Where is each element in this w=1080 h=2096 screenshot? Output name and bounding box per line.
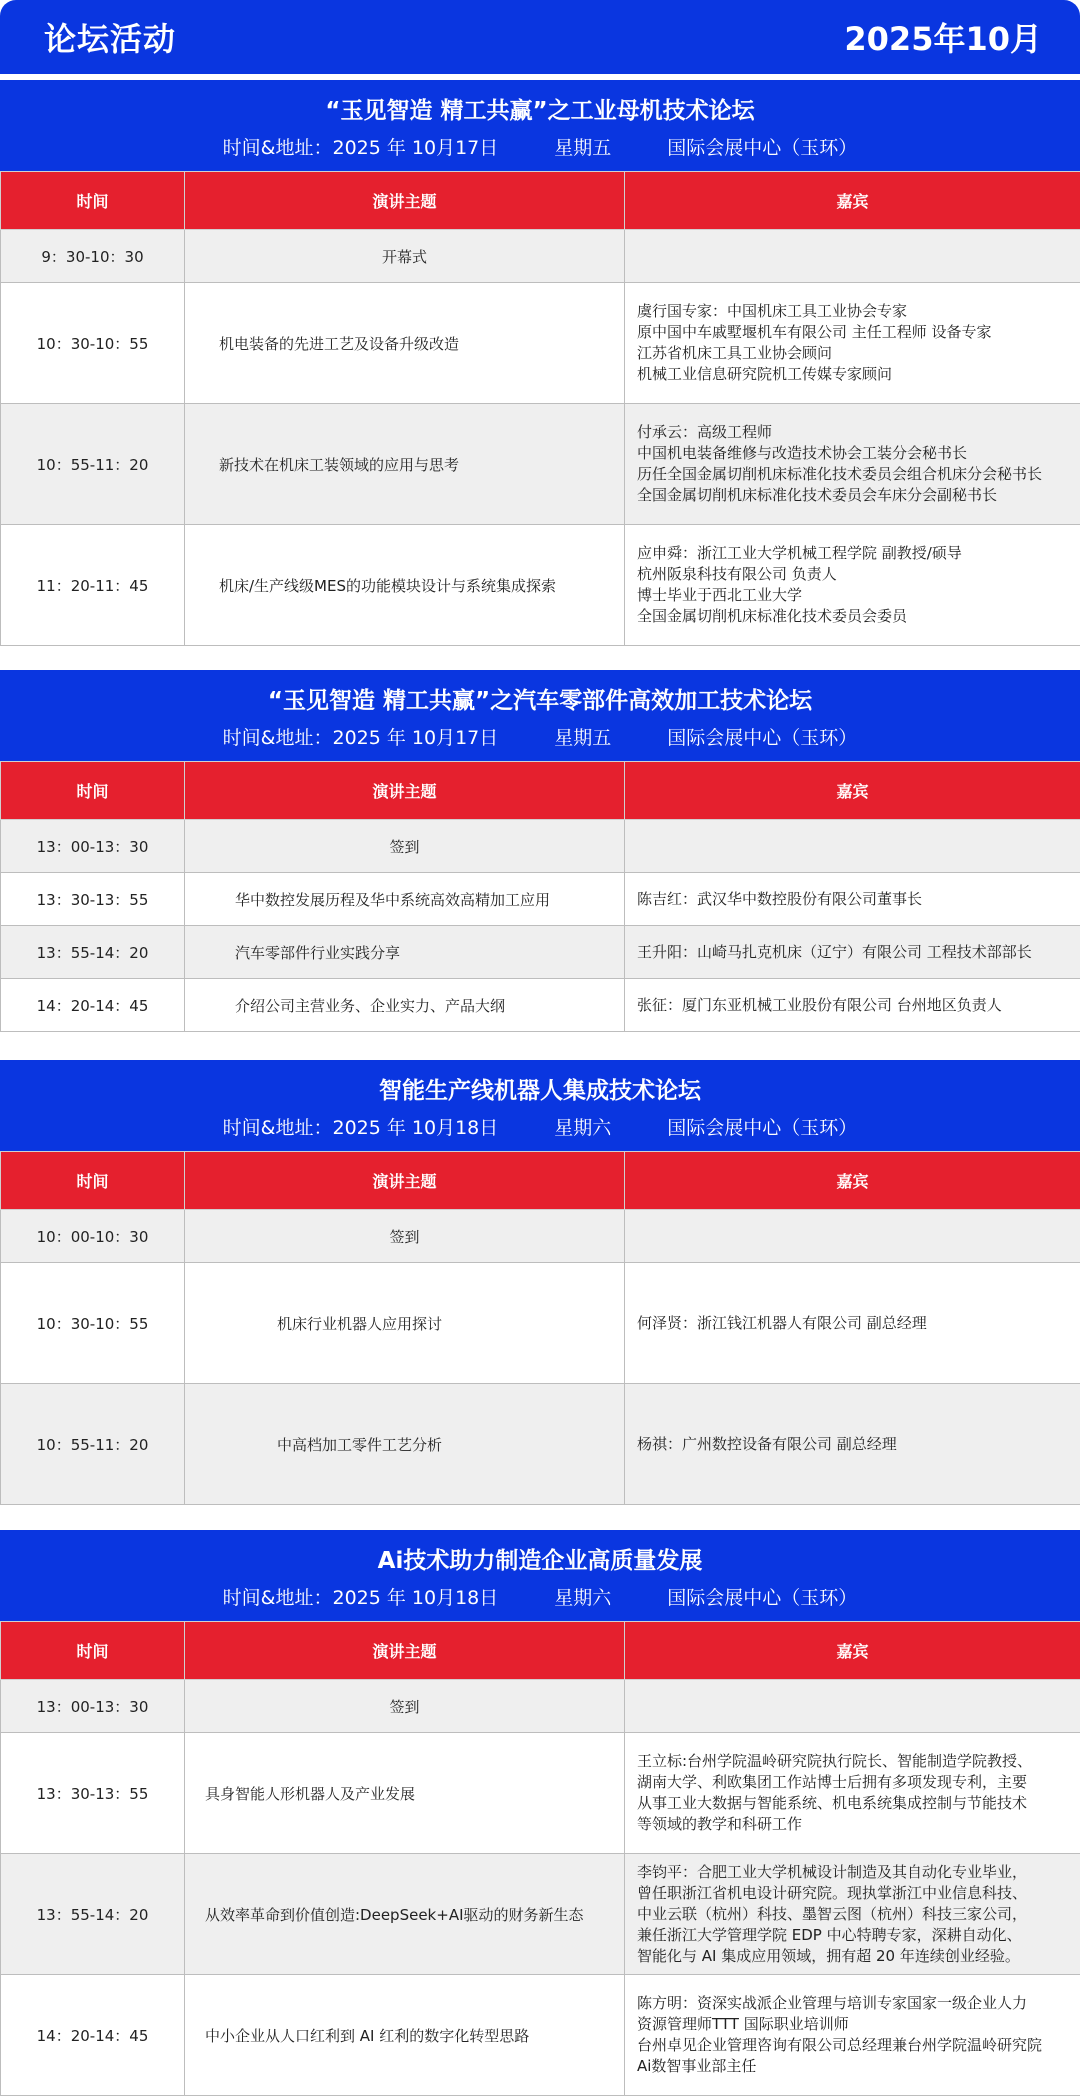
- table-row: [1, 926, 1080, 979]
- guest-line: 台州卓见企业管理咨询有限公司总经理兼台州学院温岭研究院: [637, 2035, 1080, 2056]
- guest-line: 兼任浙江大学管理学院 EDP 中心特聘专家，深耕自动化、: [637, 1925, 1080, 1946]
- table-row: [1, 820, 1080, 873]
- forum-date: 时间&地址：2025 年 10月17日: [223, 133, 499, 160]
- session-topic: 介绍公司主营业务、企业实力、产品大纲: [185, 979, 625, 1032]
- guest-line: 湖南大学、利欧集团工作站博士后拥有多项发现专利，主要: [637, 1772, 1080, 1793]
- column-header-guest: 嘉宾: [625, 1152, 1080, 1210]
- session-time: 9：30-10：30: [1, 230, 185, 283]
- session-topic: 机床/生产线级MES的功能模块设计与系统集成探索: [185, 525, 625, 646]
- column-header-time: 时间: [1, 1622, 185, 1680]
- session-guest: [625, 404, 1080, 525]
- forum-header: [0, 670, 1080, 761]
- guest-line: 虞行国专家：中国机床工具工业协会专家: [637, 301, 1080, 322]
- session-time: 10：30-10：55: [1, 283, 185, 404]
- session-topic: 具身智能人形机器人及产业发展: [185, 1733, 625, 1854]
- guest-line: 全国金属切削机床标准化技术委员会委员: [637, 606, 1080, 627]
- table-row: [1, 283, 1080, 404]
- forum-section: [0, 80, 1080, 646]
- column-header-guest: 嘉宾: [625, 1622, 1080, 1680]
- session-guest: [625, 820, 1080, 873]
- guest-line: 曾任职浙江省机电设计研究院。现执掌浙江中业信息科技、: [637, 1883, 1080, 1904]
- column-header-time: 时间: [1, 762, 185, 820]
- column-header-topic: 演讲主题: [185, 1152, 625, 1210]
- guest-line: 智能化与 AI 集成应用领域，拥有超 20 年连续创业经验。: [637, 1946, 1080, 1967]
- forum-venue: 国际会展中心（玉环）: [667, 133, 857, 160]
- session-guest: [625, 1384, 1080, 1505]
- guest-line: 陈方明：资深实战派企业管理与培训专家国家一级企业人力: [637, 1993, 1080, 2014]
- session-time: 13：30-13：55: [1, 1733, 185, 1854]
- session-time: 10：30-10：55: [1, 1263, 185, 1384]
- session-time: 10：00-10：30: [1, 1210, 185, 1263]
- column-header-topic: 演讲主题: [185, 1622, 625, 1680]
- session-guest: [625, 1854, 1080, 1975]
- forum-weekday: 星期五: [554, 133, 611, 160]
- forum-date: 时间&地址：2025 年 10月18日: [223, 1583, 499, 1610]
- table-row: [1, 230, 1080, 283]
- session-guest: [625, 1733, 1080, 1854]
- schedule-table: [0, 171, 1080, 646]
- guest-line: 杭州阪泉科技有限公司 负责人: [637, 564, 1080, 585]
- guest-line: 陈吉红：武汉华中数控股份有限公司董事长: [637, 889, 1080, 910]
- schedule-table: [0, 761, 1080, 1032]
- table-row: [1, 1210, 1080, 1263]
- table-row: [1, 873, 1080, 926]
- session-time: 10：55-11：20: [1, 404, 185, 525]
- guest-line: 张征：厦门东亚机械工业股份有限公司 台州地区负责人: [637, 995, 1080, 1016]
- session-time: 13：55-14：20: [1, 1854, 185, 1975]
- session-time: 14：20-14：45: [1, 1975, 185, 2096]
- session-time: 13：30-13：55: [1, 873, 185, 926]
- session-guest: [625, 230, 1080, 283]
- column-header-time: 时间: [1, 1152, 185, 1210]
- session-topic: 签到: [185, 1680, 625, 1733]
- schedule-table: [0, 1151, 1080, 1505]
- session-topic: 机电装备的先进工艺及设备升级改造: [185, 283, 625, 404]
- session-guest: [625, 979, 1080, 1032]
- guest-line: 应申舜：浙江工业大学机械工程学院 副教授/硕导: [637, 543, 1080, 564]
- guest-line: 王升阳：山崎马扎克机床（辽宁）有限公司 工程技术部部长: [637, 942, 1080, 963]
- forum-venue: 国际会展中心（玉环）: [667, 723, 857, 750]
- table-row: [1, 404, 1080, 525]
- guest-line: 杨祺：广州数控设备有限公司 副总经理: [637, 1434, 1080, 1455]
- forum-info: [0, 723, 1080, 750]
- guest-line: 李钧平：合肥工业大学机械设计制造及其自动化专业毕业，: [637, 1862, 1080, 1883]
- session-topic: 中高档加工零件工艺分析: [185, 1384, 625, 1505]
- session-topic: 机床行业机器人应用探讨: [185, 1263, 625, 1384]
- forum-title: “玉见智造 精工共赢”之汽车零部件高效加工技术论坛: [0, 682, 1080, 715]
- session-time: 13：55-14：20: [1, 926, 185, 979]
- forum-header: [0, 1060, 1080, 1151]
- session-guest: [625, 283, 1080, 404]
- session-guest: [625, 1680, 1080, 1733]
- table-row: [1, 1733, 1080, 1854]
- guest-line: 中业云联（杭州）科技、墨智云图（杭州）科技三家公司，: [637, 1904, 1080, 1925]
- forum-info: [0, 1113, 1080, 1140]
- guest-line: 机械工业信息研究院机工传媒专家顾问: [637, 364, 1080, 385]
- table-row: [1, 1384, 1080, 1505]
- forum-weekday: 星期六: [554, 1113, 611, 1140]
- session-topic: 开幕式: [185, 230, 625, 283]
- session-topic: 中小企业从人口红利到 AI 红利的数字化转型思路: [185, 1975, 625, 2096]
- forum-info: [0, 1583, 1080, 1610]
- guest-line: 王立标:台州学院温岭研究院执行院长、智能制造学院教授、: [637, 1751, 1080, 1772]
- guest-line: 何泽贤：浙江钱江机器人有限公司 副总经理: [637, 1313, 1080, 1334]
- guest-line: 资源管理师TTT 国际职业培训师: [637, 2014, 1080, 2035]
- guest-line: 中国机电装备维修与改造技术协会工装分会秘书长: [637, 443, 1080, 464]
- table-row: [1, 1263, 1080, 1384]
- table-row: [1, 979, 1080, 1032]
- forum-header: [0, 80, 1080, 171]
- forum-header: [0, 1530, 1080, 1621]
- forum-title: Ai技术助力制造企业高质量发展: [0, 1542, 1080, 1575]
- column-header-guest: 嘉宾: [625, 172, 1080, 230]
- forum-weekday: 星期六: [554, 1583, 611, 1610]
- guest-line: 等领域的教学和科研工作: [637, 1814, 1080, 1835]
- forum-title: “玉见智造 精工共赢”之工业母机技术论坛: [0, 92, 1080, 125]
- guest-line: 历任全国金属切削机床标准化技术委员会组合机床分会秘书长: [637, 464, 1080, 485]
- forum-date: 时间&地址：2025 年 10月18日: [223, 1113, 499, 1140]
- forum-section: [0, 1530, 1080, 2096]
- session-time: 14：20-14：45: [1, 979, 185, 1032]
- session-topic: 从效率革命到价值创造:DeepSeek+AI驱动的财务新生态: [185, 1854, 625, 1975]
- top-banner: [0, 0, 1080, 74]
- guest-line: 江苏省机床工具工业协会顾问: [637, 343, 1080, 364]
- forum-section: [0, 1060, 1080, 1505]
- guest-line: 原中国中车戚墅堰机车有限公司 主任工程师 设备专家: [637, 322, 1080, 343]
- session-topic: 签到: [185, 1210, 625, 1263]
- session-guest: [625, 1210, 1080, 1263]
- session-topic: 新技术在机床工装领域的应用与思考: [185, 404, 625, 525]
- session-topic: 华中数控发展历程及华中系统高效高精加工应用: [185, 873, 625, 926]
- forum-title: 智能生产线机器人集成技术论坛: [0, 1072, 1080, 1105]
- banner-title: 论坛活动: [44, 14, 176, 60]
- session-guest: [625, 873, 1080, 926]
- session-guest: [625, 1263, 1080, 1384]
- session-topic: 汽车零部件行业实践分享: [185, 926, 625, 979]
- table-row: [1, 1854, 1080, 1975]
- table-row: [1, 1680, 1080, 1733]
- guest-line: 从事工业大数据与智能系统、机电系统集成控制与节能技术: [637, 1793, 1080, 1814]
- session-time: 10：55-11：20: [1, 1384, 185, 1505]
- guest-line: 全国金属切削机床标准化技术委员会车床分会副秘书长: [637, 485, 1080, 506]
- column-header-topic: 演讲主题: [185, 762, 625, 820]
- session-guest: [625, 926, 1080, 979]
- forum-date: 时间&地址：2025 年 10月17日: [223, 723, 499, 750]
- session-guest: [625, 525, 1080, 646]
- forum-section: [0, 670, 1080, 1032]
- guest-line: 付承云：高级工程师: [637, 422, 1080, 443]
- forum-info: [0, 133, 1080, 160]
- session-guest: [625, 1975, 1080, 2096]
- column-header-guest: 嘉宾: [625, 762, 1080, 820]
- forum-venue: 国际会展中心（玉环）: [667, 1583, 857, 1610]
- table-row: [1, 1975, 1080, 2096]
- forum-weekday: 星期五: [554, 723, 611, 750]
- column-header-topic: 演讲主题: [185, 172, 625, 230]
- session-time: 13：00-13：30: [1, 820, 185, 873]
- column-header-time: 时间: [1, 172, 185, 230]
- session-time: 13：00-13：30: [1, 1680, 185, 1733]
- guest-line: 博士毕业于西北工业大学: [637, 585, 1080, 606]
- banner-month: 2025年10月: [844, 14, 1042, 60]
- table-row: [1, 525, 1080, 646]
- session-time: 11：20-11：45: [1, 525, 185, 646]
- session-topic: 签到: [185, 820, 625, 873]
- guest-line: Ai数智事业部主任: [637, 2056, 1080, 2077]
- forum-venue: 国际会展中心（玉环）: [667, 1113, 857, 1140]
- schedule-table: [0, 1621, 1080, 2096]
